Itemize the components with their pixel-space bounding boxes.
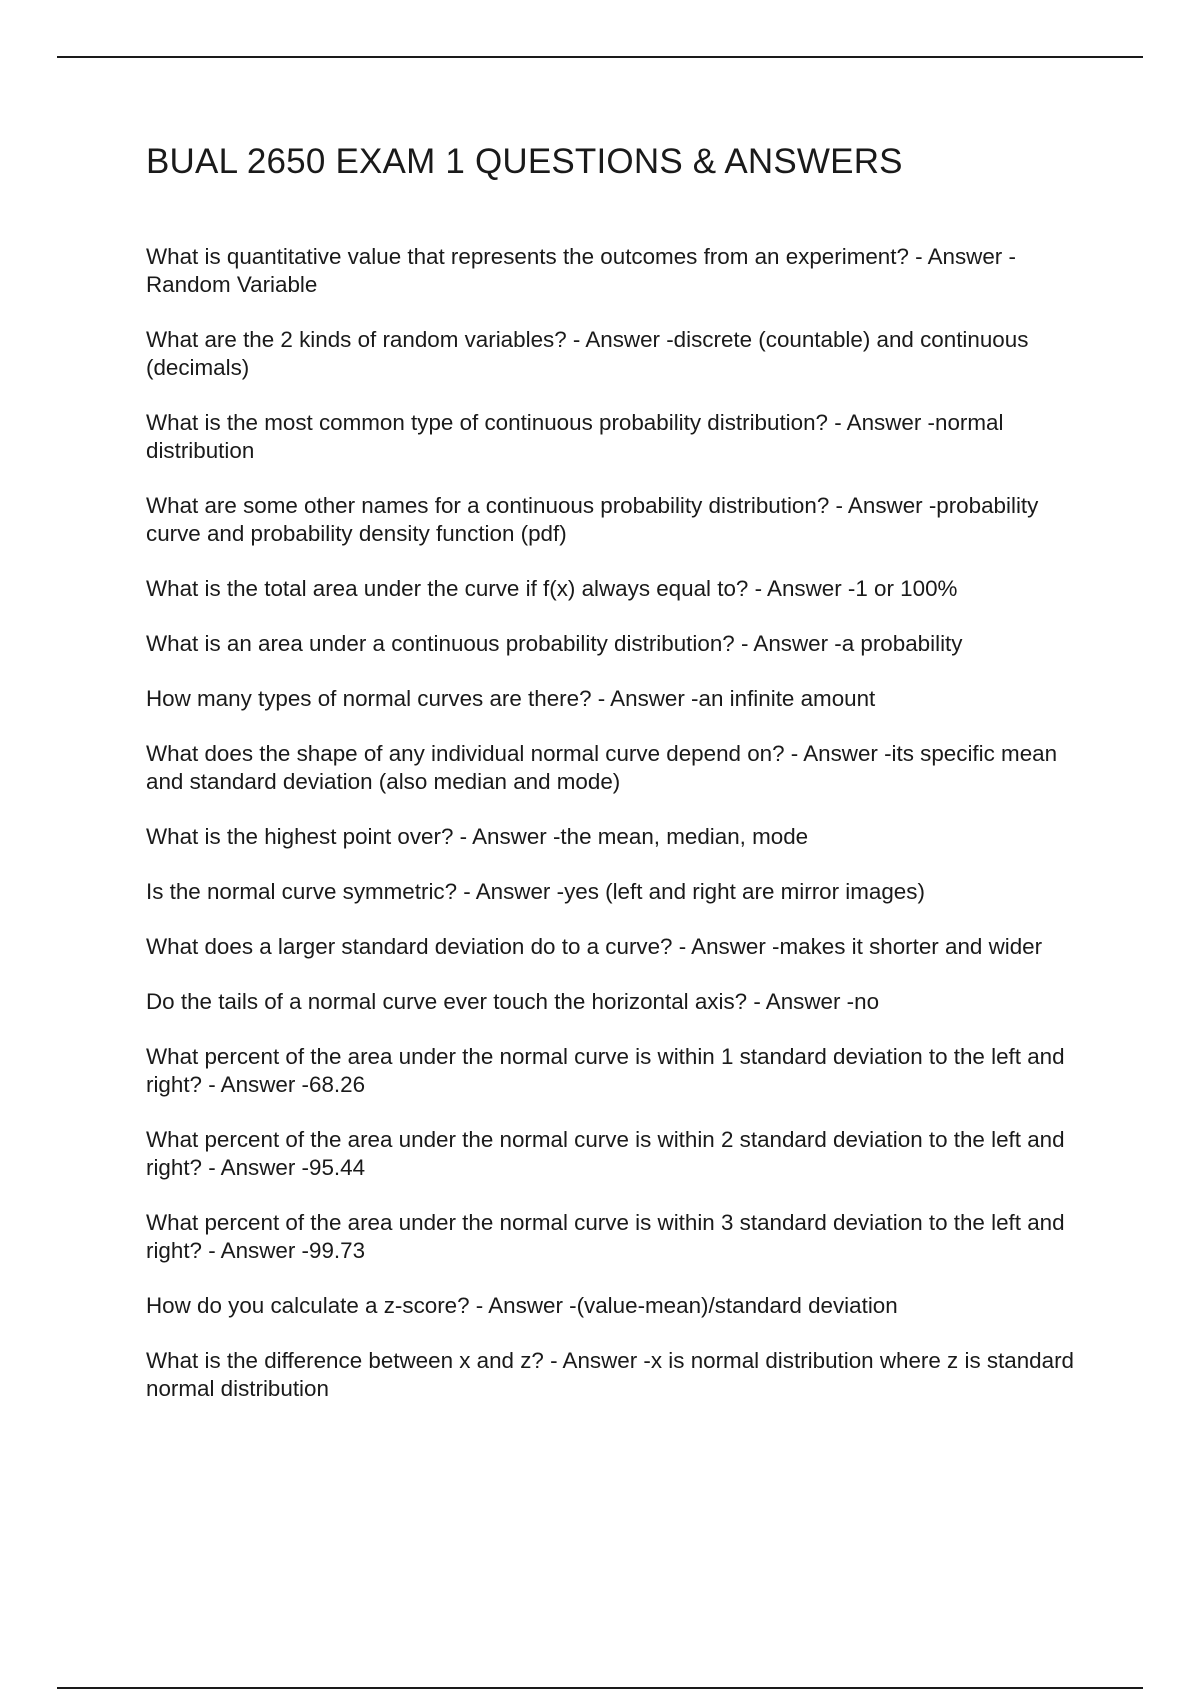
footer-rule — [57, 1687, 1143, 1689]
qa-item: What is the difference between x and z? - Answer -x is normal distribution where z is standard normal distribution — [146, 1348, 1074, 1401]
qa-list — [146, 243, 1096, 1403]
qa-item: What does a larger standard deviation do to a curve? - Answer -makes it shorter and wider — [146, 934, 1043, 959]
qa-item: What is the highest point over? - Answer -the mean, median, mode — [146, 824, 809, 849]
qa-item: What is the total area under the curve if f(x) always equal to? - Answer -1 or 100% — [146, 576, 958, 601]
qa-item: What percent of the area under the normal curve is within 2 standard deviation to the left and right? - Answer -95.44 — [146, 1127, 1065, 1180]
qa-item: What is quantitative value that represents the outcomes from an experiment? - Answer -Random Variable — [146, 244, 1016, 297]
qa-item: What are some other names for a continuous probability distribution? - Answer -probability curve and probability density function (pdf) — [146, 493, 1039, 546]
qa-item: What percent of the area under the normal curve is within 3 standard deviation to the left and right? - Answer -99.73 — [146, 1210, 1065, 1263]
qa-item: How many types of normal curves are there? - Answer -an infinite amount — [146, 686, 876, 711]
qa-item: What percent of the area under the normal curve is within 1 standard deviation to the left and right? - Answer -68.26 — [146, 1044, 1065, 1097]
qa-item: What is the most common type of continuous probability distribution? - Answer -normal distribution — [146, 410, 1004, 463]
qa-item: Do the tails of a normal curve ever touch the horizontal axis? - Answer -no — [146, 989, 880, 1014]
qa-item: What are the 2 kinds of random variables? - Answer -discrete (countable) and continuous (decimals) — [146, 327, 1029, 380]
qa-item: Is the normal curve symmetric? - Answer -yes (left and right are mirror images) — [146, 879, 925, 904]
header-rule — [57, 56, 1143, 58]
document-title: BUAL 2650 EXAM 1 QUESTIONS & ANSWERS — [146, 142, 903, 181]
qa-item: What is an area under a continuous probability distribution? - Answer -a probability — [146, 631, 963, 656]
qa-item: How do you calculate a z-score? - Answer -(value-mean)/standard deviation — [146, 1293, 898, 1318]
qa-item: What does the shape of any individual normal curve depend on? - Answer -its specific mean and standard deviation (also median and mode) — [146, 741, 1058, 794]
